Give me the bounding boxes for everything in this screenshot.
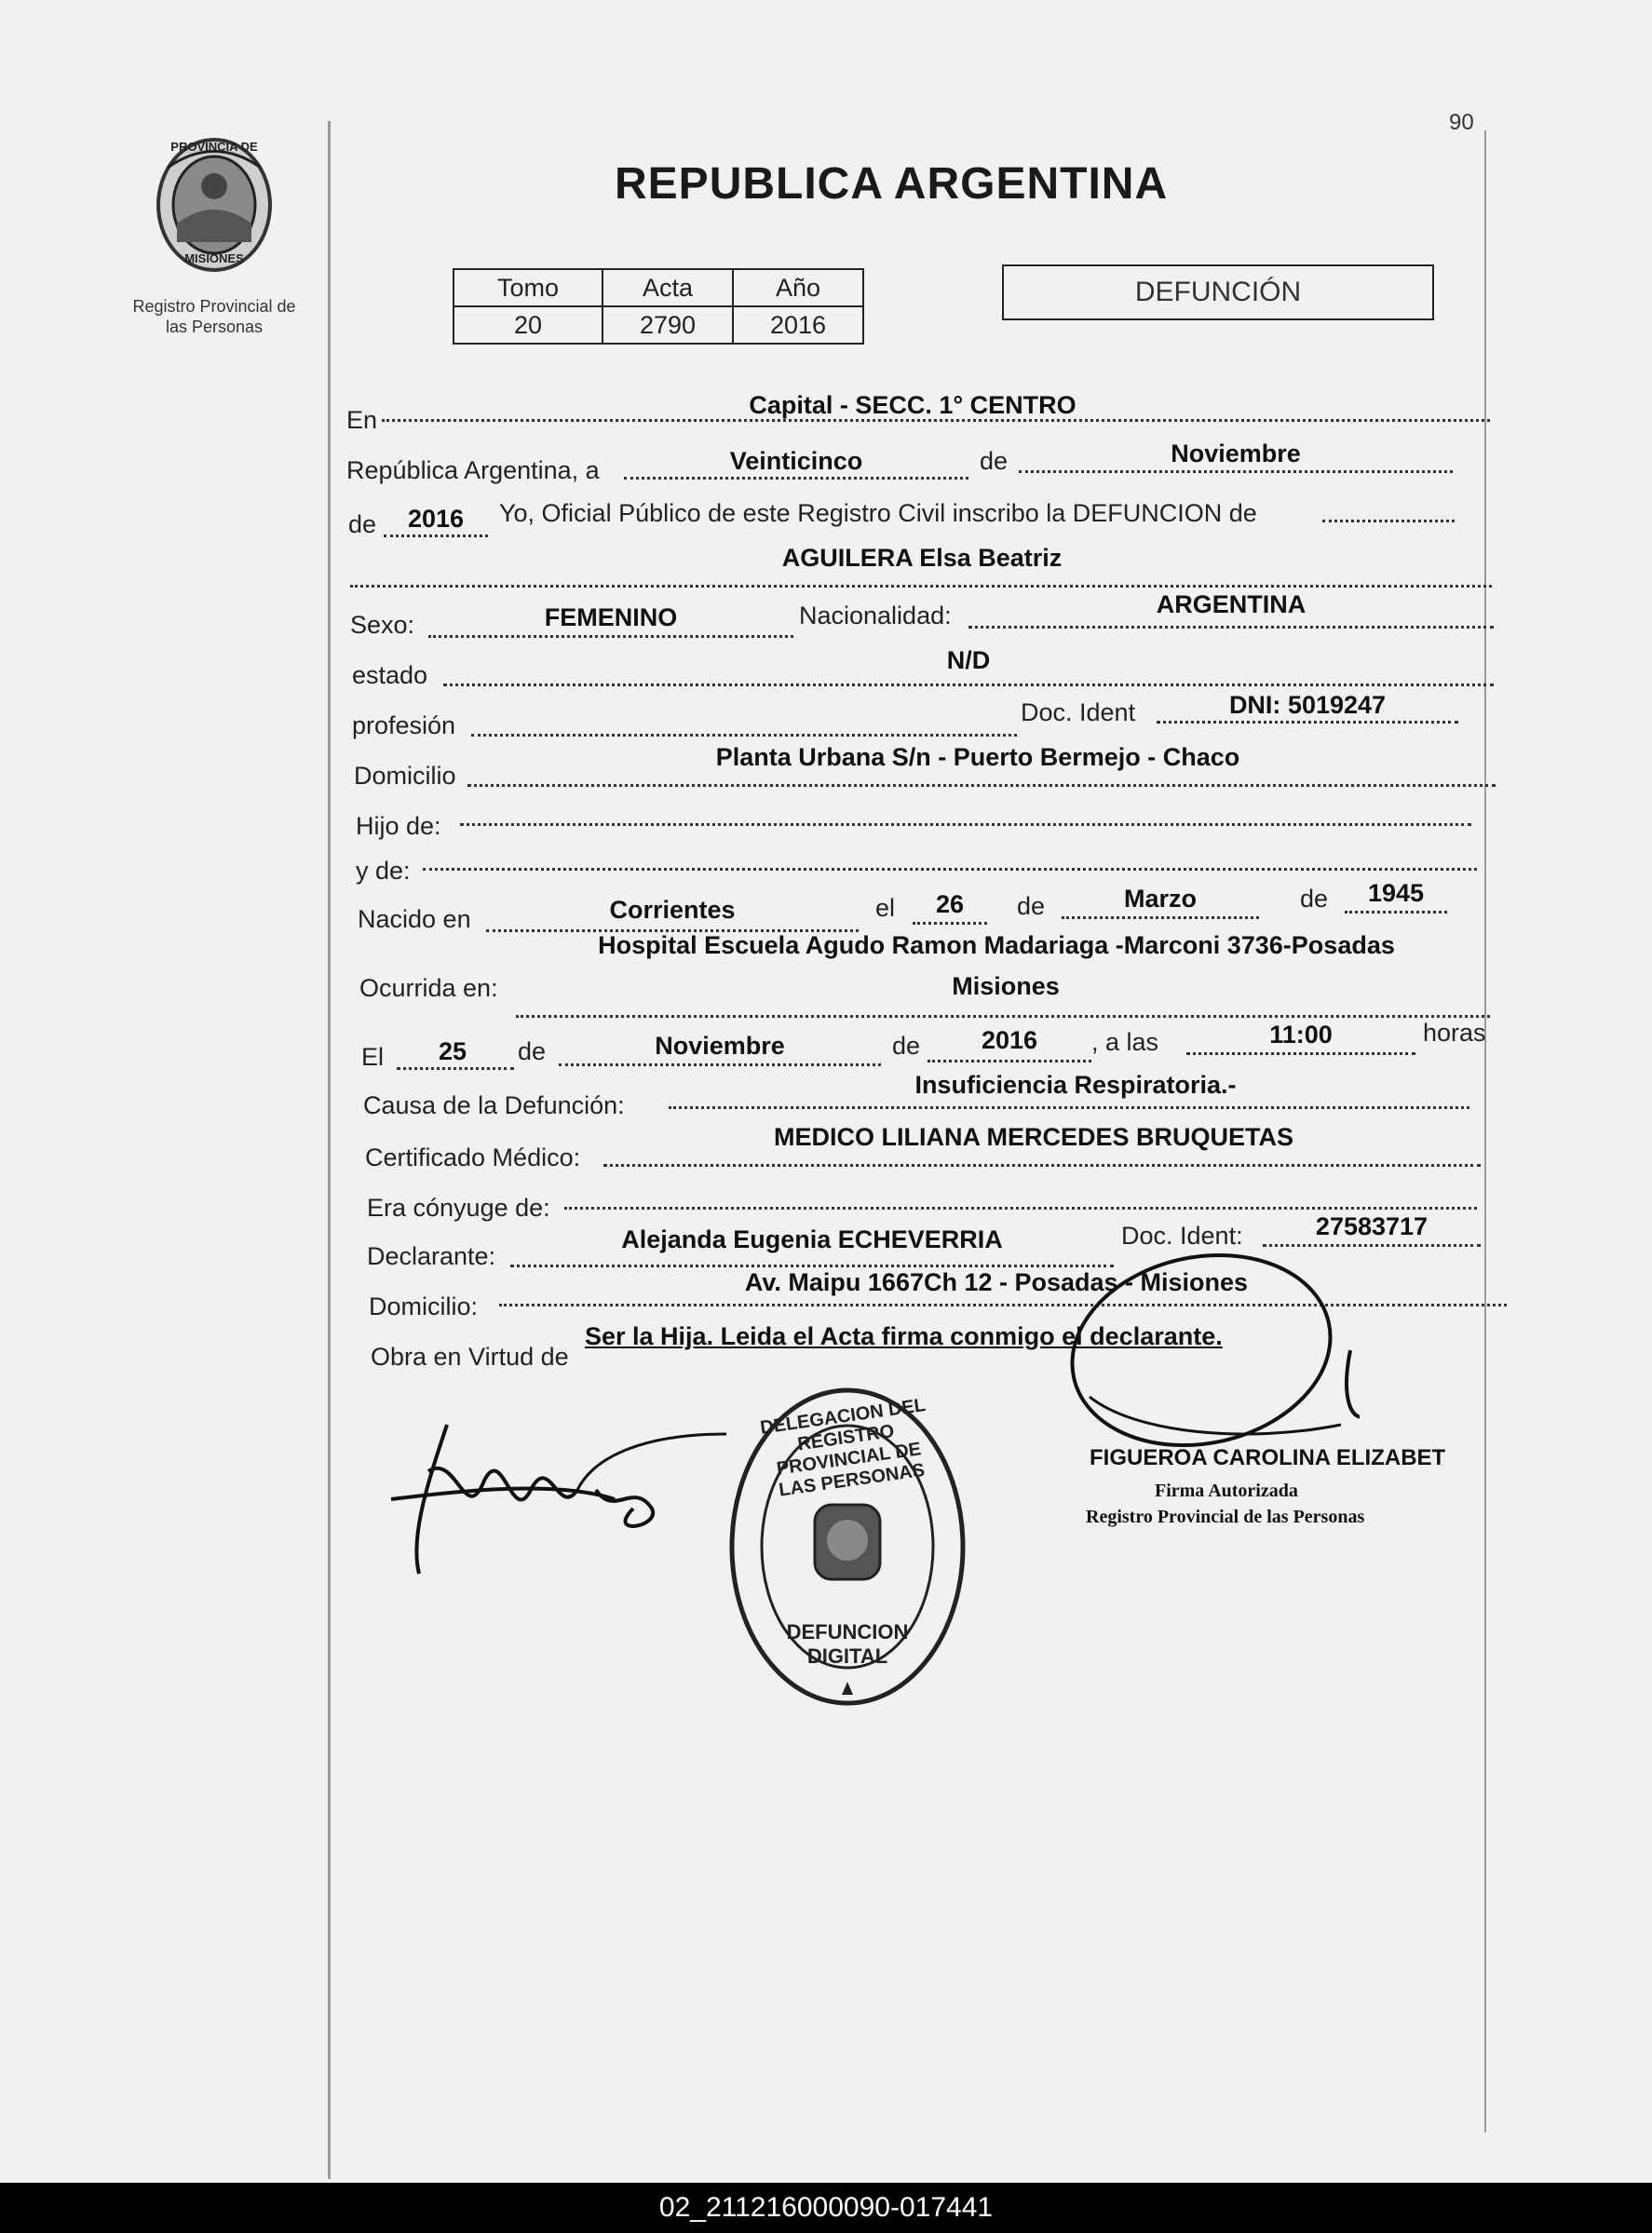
logo-text-top: PROVINCIA DE	[170, 140, 258, 154]
line-def-mes	[559, 1063, 881, 1066]
label-de-2: de	[348, 510, 377, 538]
field-nombre: AGUILERA Elsa Beatriz	[781, 544, 1063, 572]
field-domicilio: Planta Urbana S/n - Puerto Bermejo - Chaco	[715, 743, 1240, 771]
line-declarante-doc	[1263, 1244, 1481, 1247]
page-title: REPUBLICA ARGENTINA	[615, 159, 1169, 209]
field-causa: Insuficiencia Respiratoria.-	[914, 1071, 1237, 1099]
record-table-header-row	[454, 269, 863, 306]
label-el: el	[875, 894, 896, 922]
line-nac-mes	[1062, 916, 1259, 919]
tomo-header: Tomo	[454, 269, 603, 306]
label-hijo-de: Hijo de:	[356, 812, 441, 840]
label-republica: República Argentina, a	[346, 456, 600, 484]
line-declarante	[510, 1265, 1114, 1267]
label-de-4: de	[1300, 885, 1329, 913]
label-de-5: de	[518, 1037, 547, 1065]
label-de-6: de	[892, 1032, 921, 1060]
field-declarante-domicilio: Av. Maipu 1667Ch 12 - Posadas - Misiones	[744, 1268, 1249, 1296]
field-lugar: Capital - SECC. 1° CENTRO	[749, 391, 1077, 419]
registry-line-2: las Personas	[165, 318, 264, 336]
page-number: 90	[1449, 110, 1474, 135]
label-doc-ident: Doc. Ident	[1021, 698, 1136, 726]
official-role: Firma Autorizada	[1155, 1481, 1298, 1501]
line-nacionalidad	[968, 626, 1494, 629]
record-type-box: DEFUNCIÓN	[1002, 264, 1434, 320]
line-dni	[1157, 721, 1458, 724]
field-nac-anio: 1945	[1367, 879, 1425, 907]
field-declarante: Alejanda Eugenia ECHEVERRIA	[621, 1225, 1003, 1253]
field-nacionalidad: ARGENTINA	[1156, 590, 1307, 618]
seal-inner-text: DEFUNCION DIGITAL	[786, 1620, 909, 1668]
field-certificado: MEDICO LILIANA MERCEDES BRUQUETAS	[773, 1123, 1293, 1151]
registry-label	[102, 296, 326, 337]
official-name: FIGUEROA CAROLINA ELIZABET	[1090, 1445, 1446, 1470]
label-a-las: , a las	[1091, 1028, 1159, 1056]
line-domicilio	[467, 784, 1496, 787]
line-profesion	[471, 734, 1017, 737]
line-causa	[669, 1106, 1469, 1109]
field-estado: N/D	[946, 646, 991, 674]
line-nombre	[350, 585, 1492, 588]
acta-header: Acta	[603, 269, 733, 306]
line-nac-anio	[1345, 911, 1447, 914]
field-def-hora: 11:00	[1269, 1021, 1333, 1049]
line-y-de	[423, 868, 1477, 871]
label-de-1: de	[980, 447, 1009, 475]
label-el-cap: El	[361, 1043, 385, 1071]
label-profesion: profesión	[352, 711, 456, 739]
label-en: En	[346, 406, 378, 434]
field-ocurrida-line2: Misiones	[952, 972, 1060, 1000]
left-margin-line	[328, 121, 331, 2179]
field-def-dia: 25	[438, 1037, 467, 1065]
label-domicilio: Domicilio	[354, 762, 456, 790]
anio-value: 2016	[733, 306, 863, 344]
label-de-3: de	[1017, 892, 1046, 920]
label-y-de: y de:	[356, 857, 411, 885]
field-ocurrida-line1: Hospital Escuela Agudo Ramon Madariaga -Marconi 3736-Posadas	[598, 931, 1395, 959]
label-certificado: Certificado Médico:	[365, 1144, 581, 1171]
field-sexo: FEMENINO	[544, 603, 678, 631]
field-obra-en-virtud: Ser la Hija. Leida el Acta firma conmigo el declarante.	[585, 1322, 1223, 1350]
acta-value: 2790	[603, 306, 733, 344]
field-nacido-en: Corrientes	[609, 896, 736, 924]
label-nacido-en: Nacido en	[358, 905, 471, 933]
label-horas: horas	[1423, 1019, 1486, 1047]
line-anio	[384, 535, 488, 537]
field-nac-mes: Marzo	[1123, 885, 1197, 913]
line-certificado	[603, 1164, 1481, 1167]
field-nac-dia: 26	[935, 890, 965, 918]
declarant-signature	[372, 1397, 745, 1602]
label-nacionalidad: Nacionalidad:	[799, 602, 952, 629]
line-ocurrida	[516, 1015, 1490, 1018]
label-declarante: Declarante:	[367, 1242, 496, 1270]
line-nac-dia	[913, 922, 987, 925]
anio-header: Año	[733, 269, 863, 306]
record-table-value-row	[454, 306, 863, 344]
official-signature	[1062, 1248, 1360, 1471]
line-def-dia	[397, 1067, 514, 1070]
label-obra-en-virtud: Obra en Virtud de	[371, 1343, 569, 1371]
tomo-value: 20	[454, 306, 603, 344]
field-dni: DNI: 5019247	[1228, 691, 1387, 719]
line-def-anio	[928, 1060, 1091, 1062]
label-causa: Causa de la Defunción:	[363, 1091, 625, 1119]
field-dia-letras: Veinticinco	[729, 447, 863, 475]
line-hijo-de	[460, 823, 1471, 826]
field-def-anio: 2016	[981, 1026, 1038, 1054]
label-doc-ident-2: Doc. Ident:	[1121, 1222, 1243, 1250]
label-conyuge: Era cónyuge de:	[367, 1194, 550, 1222]
line-dia	[624, 477, 968, 480]
official-registry: Registro Provincial de las Personas	[1086, 1507, 1365, 1527]
label-domicilio-2: Domicilio:	[369, 1292, 479, 1320]
label-yo-oficial: Yo, Oficial Público de este Registro Civil inscribo la DEFUNCION de	[499, 499, 1257, 527]
line-mes	[1019, 470, 1453, 473]
line-conyuge	[564, 1207, 1477, 1210]
footer-code: 02_211216000090-017441	[658, 2192, 994, 2223]
label-ocurrida-en: Ocurrida en:	[359, 974, 498, 1002]
footer-bar	[0, 2183, 1652, 2233]
field-mes: Noviembre	[1171, 440, 1301, 467]
right-margin-line	[1484, 130, 1486, 2132]
field-declarante-doc: 27583717	[1315, 1212, 1429, 1240]
seal-outer-text: DELEGACION DEL REGISTRO PROVINCIAL DE LAS PERSONAS	[759, 1394, 928, 1501]
logo-text-bottom: MISIONES	[184, 251, 244, 265]
line-def-hora	[1186, 1052, 1415, 1055]
registry-line-1: Registro Provincial de	[132, 297, 296, 316]
line-yo-end	[1322, 520, 1455, 522]
label-estado: estado	[352, 661, 428, 689]
field-anio: 2016	[407, 505, 465, 533]
field-def-mes: Noviembre	[655, 1032, 785, 1060]
record-table	[453, 268, 864, 345]
label-sexo: Sexo:	[350, 611, 415, 639]
line-sexo	[428, 635, 793, 638]
line-estado	[443, 683, 1494, 686]
